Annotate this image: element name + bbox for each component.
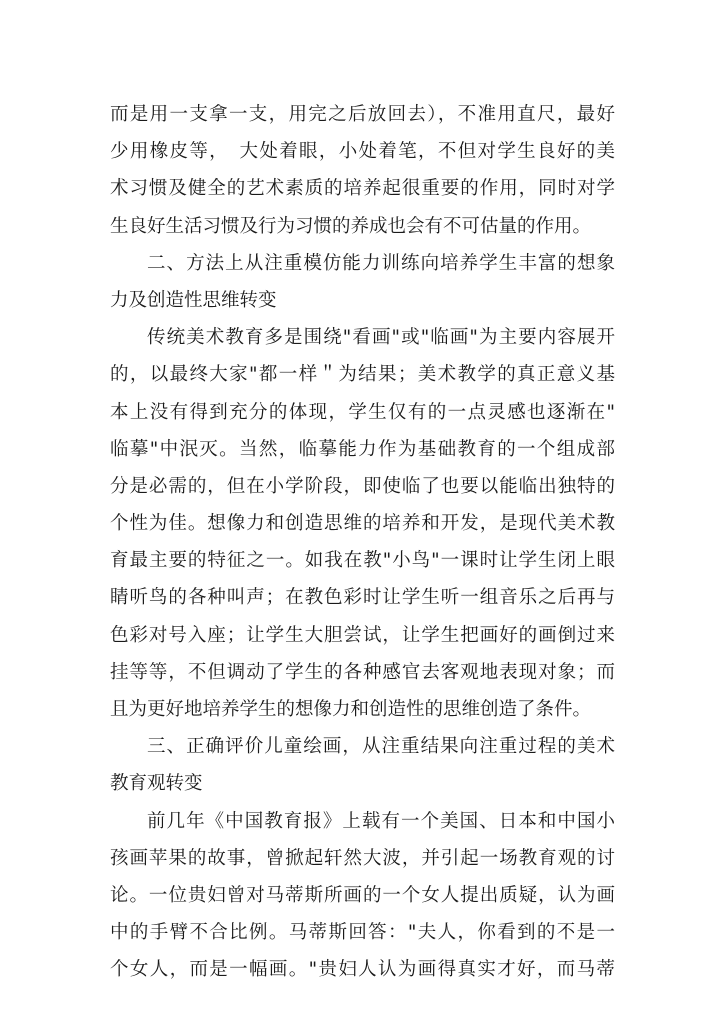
paragraph-line: 而是用一支拿一支，用完之后放回去），不准用直尺，最好 bbox=[110, 104, 615, 125]
paragraph-line: 孩画苹果的故事，曾掀起轩然大波，并引起一场教育观的讨 bbox=[110, 847, 615, 869]
section-heading-line: 力及创造性思维转变 bbox=[110, 289, 277, 311]
paragraph-line: 术习惯及健全的艺术素质的培养起很重要的作用，同时对学 bbox=[110, 178, 615, 200]
paragraph-line: 且为更好地培养学生的想像力和创造性的思维创造了条件。 bbox=[110, 699, 592, 720]
section-heading-line: 教育观转变 bbox=[110, 773, 203, 795]
paragraph-line: 分是必需的，但在小学阶段，即使临了也要以能临出独特的 bbox=[110, 475, 615, 497]
paragraph-line: 前几年《中国教育报》上载有一个美国、日本和中国小 bbox=[147, 810, 615, 832]
paragraph-line: 个女人，而是一幅画。"贵妇人认为画得真实才好，而马蒂 bbox=[110, 959, 615, 981]
paragraph-line: 挂等等，不但调动了学生的各种感官去客观地表现对象；而 bbox=[110, 661, 615, 683]
section-heading-line: 二、方法上从注重模仿能力训练向培养学生丰富的想象 bbox=[147, 252, 615, 274]
paragraph-line: 个性为佳。想像力和创造思维的培养和开发，是现代美术教 bbox=[110, 513, 615, 535]
paragraph-line: 本上没有得到充分的体现，学生仅有的一点灵感也逐渐在" bbox=[110, 401, 615, 423]
paragraph-line: 生良好生活习惯及行为习惯的养成也会有不可估量的作用。 bbox=[110, 215, 592, 237]
document-page bbox=[110, 96, 615, 989]
paragraph-line: 论。一位贵妇曾对马蒂斯所画的一个女人提出质疑，认为画 bbox=[110, 884, 615, 906]
paragraph-line: 传统美术教育多是围绕"看画"或"临画"为主要内容展开 bbox=[147, 327, 615, 349]
paragraph-line: 少用橡皮等， 大处着眼，小处着笔，不但对学生良好的美 bbox=[110, 141, 615, 163]
paragraph-line: 的，以最终大家"都一样＂为结果；美术教学的真正意义基 bbox=[110, 364, 615, 386]
paragraph-line: 临摹"中泯灭。当然，临摹能力作为基础教育的一个组成部 bbox=[110, 438, 615, 460]
paragraph-line: 色彩对号入座；让学生大胆尝试，让学生把画好的画倒过来 bbox=[110, 624, 615, 646]
paragraph-line: 育最主要的特征之一。如我在教"小鸟"一课时让学生闭上眼 bbox=[110, 550, 615, 572]
paragraph-line: 中的手臂不合比例。马蒂斯回答："夫人，你看到的不是一 bbox=[110, 922, 615, 944]
paragraph-line: 睛听鸟的各种叫声；在教色彩时让学生听一组音乐之后再与 bbox=[110, 587, 615, 609]
section-heading-line: 三、正确评价儿童绘画，从注重结果向注重过程的美术 bbox=[147, 736, 615, 758]
